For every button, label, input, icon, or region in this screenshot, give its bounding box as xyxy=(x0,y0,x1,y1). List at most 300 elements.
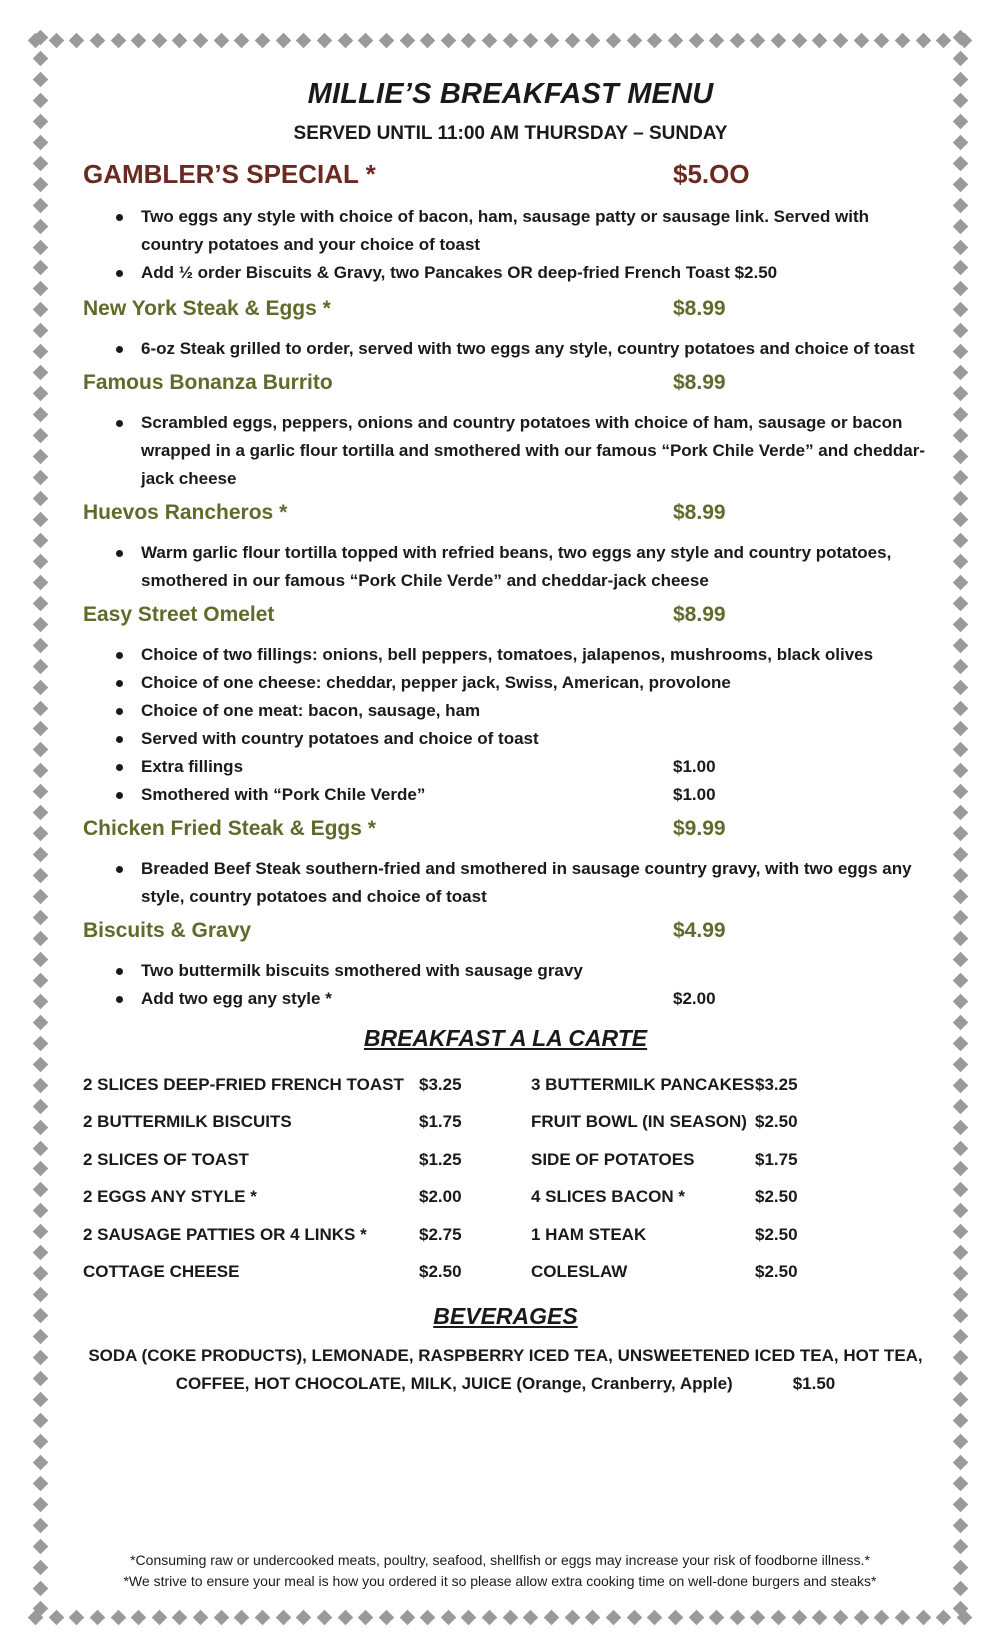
list-item: Breaded Beef Steak southern-fried and smothered in sausage country gravy, with two eggs any style, country potatoes and choice of toast xyxy=(83,855,928,911)
diamond-ornament xyxy=(32,1182,48,1198)
diamond-ornament xyxy=(32,1350,48,1366)
left-name: 2 EGGS ANY STYLE * xyxy=(83,1187,257,1207)
diamond-ornament xyxy=(915,32,931,48)
left-price: $3.25 xyxy=(419,1074,462,1094)
diamond-ornament xyxy=(32,512,48,528)
diamond-ornament xyxy=(32,1224,48,1240)
diamond-ornament xyxy=(32,407,48,423)
diamond-ornament xyxy=(564,1609,580,1625)
diamond-ornament xyxy=(337,32,353,48)
diamond-ornament xyxy=(952,218,968,234)
diamond-ornament xyxy=(32,260,48,276)
diamond-ornament xyxy=(952,868,968,884)
diamond-ornament xyxy=(32,281,48,297)
diamond-ornament xyxy=(32,868,48,884)
diamond-ornament xyxy=(32,994,48,1010)
diamond-ornament xyxy=(668,32,684,48)
list-item: Warm garlic flour tortilla topped with refried beans, two eggs any style and country potatoes, smothered in our famous “Pork Chile Verde” and cheddar-jack cheese xyxy=(83,539,928,595)
item-details xyxy=(83,409,928,493)
diamond-ornament xyxy=(296,1609,312,1625)
diamond-ornament xyxy=(952,1224,968,1240)
diamond-ornament xyxy=(32,1496,48,1512)
diamond-ornament xyxy=(32,1601,48,1617)
list-item: Scrambled eggs, peppers, onions and country potatoes with choice of ham, sausage or bacon wrapped in a garlic flour tortilla and smothered with our famous “Pork Chile Verde” and cheddar-jack cheese xyxy=(83,409,928,493)
diamond-ornament xyxy=(32,1203,48,1219)
diamond-ornament xyxy=(952,72,968,88)
diamond-ornament xyxy=(317,1609,333,1625)
diamond-ornament xyxy=(952,637,968,653)
item-price: $9.99 xyxy=(673,817,726,840)
diamond-ornament xyxy=(544,1609,560,1625)
right-name: 3 BUTTERMILK PANCAKES xyxy=(531,1074,755,1094)
diamond-ornament xyxy=(952,700,968,716)
beverages-section xyxy=(83,1303,928,1398)
diamond-ornament xyxy=(32,155,48,171)
diamond-ornament xyxy=(32,700,48,716)
diamond-ornament xyxy=(952,742,968,758)
diamond-ornament xyxy=(32,197,48,213)
diamond-ornament xyxy=(32,1475,48,1491)
right-name: FRUIT BOWL (IN SEASON) xyxy=(531,1112,747,1132)
diamond-ornament xyxy=(952,1413,968,1429)
diamond-ornament xyxy=(626,32,642,48)
diamond-ornament xyxy=(952,1119,968,1135)
diamond-ornament xyxy=(952,1015,968,1031)
diamond-ornament xyxy=(952,889,968,905)
menu-item-chicken-fried-steak xyxy=(83,817,928,911)
item-price: $8.99 xyxy=(673,603,726,626)
diamond-ornament xyxy=(952,1559,968,1575)
diamond-ornament xyxy=(90,32,106,48)
diamond-ornament xyxy=(952,155,968,171)
diamond-ornament xyxy=(952,323,968,339)
left-name: 2 SLICES DEEP-FRIED FRENCH TOAST xyxy=(83,1074,404,1094)
diamond-ornament xyxy=(606,1609,622,1625)
right-price: $2.50 xyxy=(755,1262,798,1282)
table-row xyxy=(83,1216,835,1254)
right-name: SIDE OF POTATOES xyxy=(531,1149,695,1169)
item-details xyxy=(83,641,928,809)
diamond-ornament xyxy=(952,1329,968,1345)
diamond-ornament xyxy=(32,1119,48,1135)
item-details xyxy=(83,335,928,363)
diamond-ornament xyxy=(379,1609,395,1625)
diamond-ornament xyxy=(32,847,48,863)
diamond-ornament xyxy=(952,302,968,318)
left-name: 2 SLICES OF TOAST xyxy=(83,1149,249,1169)
diamond-ornament xyxy=(833,32,849,48)
diamond-ornament xyxy=(952,386,968,402)
diamond-ornament xyxy=(48,32,64,48)
diamond-ornament xyxy=(952,260,968,276)
item-name: GAMBLER’S SPECIAL * xyxy=(83,159,376,189)
diamond-ornament xyxy=(952,512,968,528)
diamond-ornament xyxy=(131,32,147,48)
menu-items xyxy=(83,159,928,1013)
left-price: $1.75 xyxy=(419,1112,462,1132)
diamond-ornament xyxy=(32,952,48,968)
item-price: $5.OO xyxy=(673,159,750,189)
diamond-ornament xyxy=(606,32,622,48)
border-top xyxy=(30,30,970,50)
diamond-ornament xyxy=(48,1609,64,1625)
diamond-ornament xyxy=(952,1077,968,1093)
diamond-ornament xyxy=(234,1609,250,1625)
diamond-ornament xyxy=(32,1329,48,1345)
diamond-ornament xyxy=(399,1609,415,1625)
diamond-ornament xyxy=(952,658,968,674)
list-item: Smothered with “Pork Chile Verde” $1.00 xyxy=(83,781,928,809)
right-price: $1.75 xyxy=(755,1149,798,1169)
diamond-ornament xyxy=(32,470,48,486)
item-details xyxy=(83,203,928,287)
left-price: $1.25 xyxy=(419,1149,462,1169)
diamond-ornament xyxy=(952,1161,968,1177)
diamond-ornament xyxy=(833,1609,849,1625)
diamond-ornament xyxy=(32,134,48,150)
diamond-ornament xyxy=(688,32,704,48)
diamond-ornament xyxy=(32,1455,48,1471)
diamond-ornament xyxy=(791,1609,807,1625)
beverages-line: SODA (COKE PRODUCTS), LEMONADE, RASPBERRY ICED TEA, UNSWEETENED ICED TEA, HOT TEA, xyxy=(88,1346,923,1365)
table-row xyxy=(83,1254,835,1292)
diamond-ornament xyxy=(275,32,291,48)
diamond-ornament xyxy=(32,1287,48,1303)
diamond-ornament xyxy=(32,176,48,192)
diamond-ornament xyxy=(952,1601,968,1617)
diamond-ornament xyxy=(688,1609,704,1625)
addon-price: $2.00 xyxy=(673,989,716,1008)
diamond-ornament xyxy=(90,1609,106,1625)
menu-page xyxy=(83,78,928,1398)
diamond-ornament xyxy=(523,1609,539,1625)
menu-title: MILLIE’S BREAKFAST MENU xyxy=(307,78,714,110)
diamond-ornament xyxy=(668,1609,684,1625)
diamond-ornament xyxy=(952,931,968,947)
item-name: New York Steak & Eggs * xyxy=(83,297,331,320)
item-name: Chicken Fried Steak & Eggs * xyxy=(83,817,376,840)
diamond-ornament xyxy=(952,1203,968,1219)
diamond-ornament xyxy=(812,32,828,48)
diamond-ornament xyxy=(952,1350,968,1366)
diamond-ornament xyxy=(952,1266,968,1282)
item-price: $4.99 xyxy=(673,919,726,942)
list-item: Add two egg any style * $2.00 xyxy=(83,985,928,1013)
item-details xyxy=(83,539,928,595)
beverages-list xyxy=(83,1342,928,1398)
diamond-ornament xyxy=(461,32,477,48)
item-name: Huevos Rancheros * xyxy=(83,501,288,524)
diamond-ornament xyxy=(812,1609,828,1625)
diamond-ornament xyxy=(32,575,48,591)
diamond-ornament xyxy=(952,721,968,737)
diamond-ornament xyxy=(32,302,48,318)
diamond-ornament xyxy=(709,1609,725,1625)
list-item: Two eggs any style with choice of bacon, ham, sausage patty or sausage link. Served with country potatoes and your choice of toast xyxy=(83,203,928,259)
diamond-ornament xyxy=(213,32,229,48)
diamond-ornament xyxy=(441,1609,457,1625)
diamond-ornament xyxy=(337,1609,353,1625)
diamond-ornament xyxy=(32,365,48,381)
diamond-ornament xyxy=(399,32,415,48)
menu-item-gamblers-special xyxy=(83,159,928,287)
diamond-ornament xyxy=(952,1392,968,1408)
diamond-ornament xyxy=(952,994,968,1010)
diamond-ornament xyxy=(895,1609,911,1625)
table-row xyxy=(83,1066,835,1104)
diamond-ornament xyxy=(420,1609,436,1625)
diamond-ornament xyxy=(564,32,580,48)
diamond-ornament xyxy=(952,30,968,46)
diamond-ornament xyxy=(952,1517,968,1533)
diamond-ornament xyxy=(152,32,168,48)
diamond-ornament xyxy=(952,114,968,130)
footer-notes xyxy=(55,1550,945,1592)
diamond-ornament xyxy=(32,554,48,570)
diamond-ornament xyxy=(32,721,48,737)
list-item: Choice of one cheese: cheddar, pepper jack, Swiss, American, provolone xyxy=(83,669,928,697)
right-name: COLESLAW xyxy=(531,1262,628,1282)
diamond-ornament xyxy=(32,72,48,88)
diamond-ornament xyxy=(32,491,48,507)
menu-item-huevos-rancheros xyxy=(83,501,928,595)
diamond-ornament xyxy=(952,1098,968,1114)
diamond-ornament xyxy=(791,32,807,48)
border-right xyxy=(950,32,970,1615)
diamond-ornament xyxy=(379,32,395,48)
item-details xyxy=(83,957,928,1013)
diamond-ornament xyxy=(952,952,968,968)
diamond-ornament xyxy=(32,114,48,130)
footer-note: *We strive to ensure your meal is how you ordered it so please allow extra cooking time on well-done burgers and steaks* xyxy=(123,1573,877,1589)
diamond-ornament xyxy=(32,658,48,674)
diamond-ornament xyxy=(32,1140,48,1156)
diamond-ornament xyxy=(193,1609,209,1625)
diamond-ornament xyxy=(32,1538,48,1554)
list-item: Choice of one meat: bacon, sausage, ham xyxy=(83,697,928,725)
diamond-ornament xyxy=(952,1182,968,1198)
diamond-ornament xyxy=(32,1371,48,1387)
diamond-ornament xyxy=(32,1077,48,1093)
diamond-ornament xyxy=(853,32,869,48)
left-price: $2.75 xyxy=(419,1224,462,1244)
list-item: Choice of two fillings: onions, bell peppers, tomatoes, jalapenos, mushrooms, black olives xyxy=(83,641,928,669)
diamond-ornament xyxy=(626,1609,642,1625)
diamond-ornament xyxy=(647,32,663,48)
diamond-ornament xyxy=(32,1266,48,1282)
diamond-ornament xyxy=(771,32,787,48)
diamond-ornament xyxy=(69,1609,85,1625)
item-price: $8.99 xyxy=(673,297,726,320)
list-item: Two buttermilk biscuits smothered with sausage gravy xyxy=(83,957,928,985)
diamond-ornament xyxy=(32,742,48,758)
diamond-ornament xyxy=(358,32,374,48)
item-name: Easy Street Omelet xyxy=(83,603,275,626)
diamond-ornament xyxy=(32,1161,48,1177)
alacarte-title: BREAKFAST A LA CARTE xyxy=(363,1025,648,1051)
diamond-ornament xyxy=(952,1475,968,1491)
diamond-ornament xyxy=(32,1413,48,1429)
diamond-ornament xyxy=(952,281,968,297)
diamond-ornament xyxy=(32,1015,48,1031)
diamond-ornament xyxy=(32,1392,48,1408)
diamond-ornament xyxy=(32,533,48,549)
diamond-ornament xyxy=(585,1609,601,1625)
right-price: $3.25 xyxy=(755,1074,798,1094)
addon-price: $1.00 xyxy=(673,757,716,776)
diamond-ornament xyxy=(32,805,48,821)
diamond-ornament xyxy=(32,1580,48,1596)
item-price: $8.99 xyxy=(673,501,726,524)
diamond-ornament xyxy=(952,1371,968,1387)
diamond-ornament xyxy=(771,1609,787,1625)
diamond-ornament xyxy=(952,1580,968,1596)
diamond-ornament xyxy=(32,595,48,611)
diamond-ornament xyxy=(952,616,968,632)
diamond-ornament xyxy=(32,889,48,905)
diamond-ornament xyxy=(482,32,498,48)
diamond-ornament xyxy=(32,1434,48,1450)
diamond-ornament xyxy=(32,973,48,989)
diamond-ornament xyxy=(853,1609,869,1625)
table-row xyxy=(83,1104,835,1142)
diamond-ornament xyxy=(647,1609,663,1625)
diamond-ornament xyxy=(32,1098,48,1114)
diamond-ornament xyxy=(952,407,968,423)
diamond-ornament xyxy=(32,449,48,465)
diamond-ornament xyxy=(952,847,968,863)
diamond-ornament xyxy=(895,32,911,48)
diamond-ornament xyxy=(523,32,539,48)
diamond-ornament xyxy=(32,679,48,695)
diamond-ornament xyxy=(32,910,48,926)
item-details xyxy=(83,855,928,911)
diamond-ornament xyxy=(317,32,333,48)
right-name: 1 HAM STEAK xyxy=(531,1224,647,1244)
diamond-ornament xyxy=(32,931,48,947)
diamond-ornament xyxy=(32,763,48,779)
left-price: $2.50 xyxy=(419,1262,462,1282)
diamond-ornament xyxy=(952,491,968,507)
menu-item-biscuits-gravy xyxy=(83,919,928,1013)
list-item: Served with country potatoes and choice of toast xyxy=(83,725,928,753)
diamond-ornament xyxy=(952,973,968,989)
diamond-ornament xyxy=(32,51,48,67)
diamond-ornament xyxy=(952,533,968,549)
diamond-ornament xyxy=(952,93,968,109)
diamond-ornament xyxy=(952,1035,968,1051)
diamond-ornament xyxy=(32,1517,48,1533)
diamond-ornament xyxy=(952,784,968,800)
diamond-ornament xyxy=(952,470,968,486)
diamond-ornament xyxy=(952,365,968,381)
diamond-ornament xyxy=(441,32,457,48)
menu-subtitle: SERVED UNTIL 11:00 AM THURSDAY – SUNDAY xyxy=(293,123,728,144)
diamond-ornament xyxy=(952,554,968,570)
diamond-ornament xyxy=(32,93,48,109)
alacarte-section xyxy=(83,1025,928,1291)
diamond-ornament xyxy=(952,344,968,360)
diamond-ornament xyxy=(110,1609,126,1625)
border-bottom xyxy=(30,1607,970,1627)
item-name: Biscuits & Gravy xyxy=(83,919,252,942)
diamond-ornament xyxy=(502,1609,518,1625)
diamond-ornament xyxy=(952,910,968,926)
left-name: 2 SAUSAGE PATTIES OR 4 LINKS * xyxy=(83,1224,367,1244)
diamond-ornament xyxy=(32,784,48,800)
diamond-ornament xyxy=(255,32,271,48)
diamond-ornament xyxy=(952,1287,968,1303)
diamond-ornament xyxy=(152,1609,168,1625)
alacarte-table xyxy=(83,1066,835,1291)
right-price: $2.50 xyxy=(755,1187,798,1207)
diamond-ornament xyxy=(952,1496,968,1512)
diamond-ornament xyxy=(915,1609,931,1625)
diamond-ornament xyxy=(952,763,968,779)
diamond-ornament xyxy=(193,32,209,48)
diamond-ornament xyxy=(874,32,890,48)
diamond-ornament xyxy=(32,386,48,402)
diamond-ornament xyxy=(32,1035,48,1051)
diamond-ornament xyxy=(32,1056,48,1072)
item-price: $8.99 xyxy=(673,371,726,394)
diamond-ornament xyxy=(952,826,968,842)
diamond-ornament xyxy=(131,1609,147,1625)
diamond-ornament xyxy=(213,1609,229,1625)
diamond-ornament xyxy=(358,1609,374,1625)
diamond-ornament xyxy=(275,1609,291,1625)
diamond-ornament xyxy=(952,134,968,150)
diamond-ornament xyxy=(69,32,85,48)
right-name: 4 SLICES BACON * xyxy=(531,1187,685,1207)
addon-price: $1.00 xyxy=(673,785,716,804)
diamond-ornament xyxy=(952,1434,968,1450)
diamond-ornament xyxy=(482,1609,498,1625)
diamond-ornament xyxy=(296,32,312,48)
diamond-ornament xyxy=(234,32,250,48)
menu-item-easy-street-omelet xyxy=(83,603,928,809)
table-row xyxy=(83,1141,835,1179)
diamond-ornament xyxy=(952,239,968,255)
right-price: $2.50 xyxy=(755,1224,798,1244)
diamond-ornament xyxy=(544,32,560,48)
left-name: COTTAGE CHEESE xyxy=(83,1262,240,1282)
diamond-ornament xyxy=(952,51,968,67)
diamond-ornament xyxy=(952,428,968,444)
diamond-ornament xyxy=(730,1609,746,1625)
diamond-ornament xyxy=(461,1609,477,1625)
diamond-ornament xyxy=(32,323,48,339)
diamond-ornament xyxy=(874,1609,890,1625)
diamond-ornament xyxy=(32,637,48,653)
diamond-ornament xyxy=(952,449,968,465)
table-row xyxy=(83,1179,835,1217)
diamond-ornament xyxy=(952,1538,968,1554)
diamond-ornament xyxy=(750,1609,766,1625)
border-left xyxy=(30,32,50,1615)
menu-item-ny-steak-eggs xyxy=(83,297,928,363)
diamond-ornament xyxy=(952,805,968,821)
diamond-ornament xyxy=(110,32,126,48)
diamond-ornament xyxy=(32,826,48,842)
list-item: Add ½ order Biscuits & Gravy, two Pancakes OR deep-fried French Toast $2.50 xyxy=(83,259,928,287)
footer-note: *Consuming raw or undercooked meats, poultry, seafood, shellfish or eggs may increase your risk of foodborne illness.* xyxy=(130,1552,870,1568)
list-item: 6-oz Steak grilled to order, served with two eggs any style, country potatoes and choice of toast xyxy=(83,335,928,363)
diamond-ornament xyxy=(730,32,746,48)
diamond-ornament xyxy=(952,575,968,591)
diamond-ornament xyxy=(255,1609,271,1625)
diamond-ornament xyxy=(952,176,968,192)
